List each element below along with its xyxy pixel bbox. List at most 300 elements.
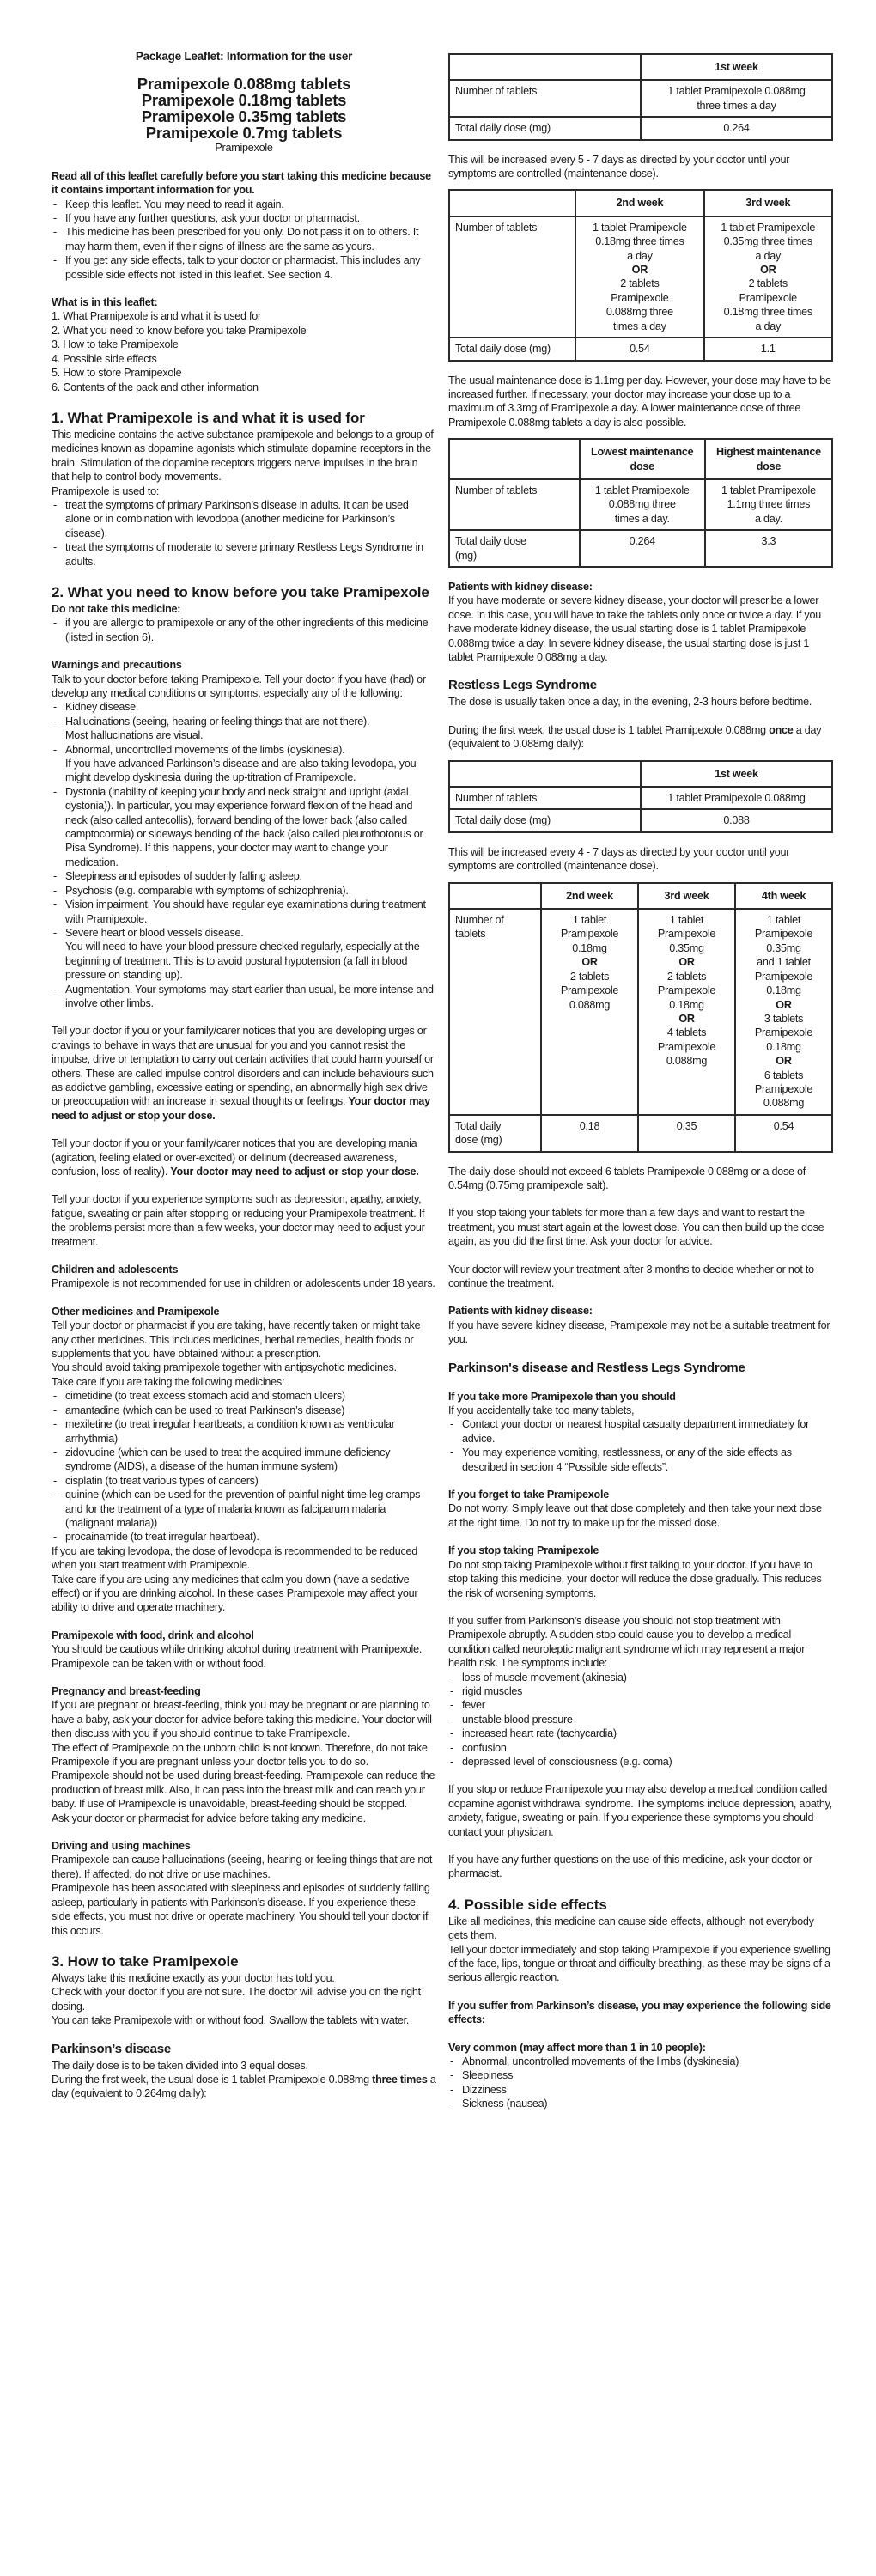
table-header-row <box>449 190 832 216</box>
table-cell <box>704 216 832 338</box>
cell-line: times a day. <box>614 512 670 525</box>
text-run: If you are taking levodopa, the dose of levodopa is recommended to be reduced when you start treatment with Pramipexole. <box>52 1544 418 1572</box>
paragraph-heading: Pramipexole with food, drink and alcohol <box>52 1629 254 1641</box>
list-item: - Sickness (nausea) <box>448 2097 833 2110</box>
paragraph-heading: Do not take this medicine: <box>52 602 181 615</box>
cell-line: 0.088mg three <box>605 306 673 319</box>
bullet-list <box>52 1389 436 1544</box>
paragraph <box>448 1501 833 1530</box>
product-names <box>52 76 436 141</box>
cell-line: Pramipexole <box>657 1040 716 1053</box>
column-header: 3rd week <box>638 883 735 909</box>
column-header <box>449 54 641 80</box>
bullet-list <box>52 198 436 282</box>
cell-line: Number of <box>455 914 504 927</box>
paragraph <box>448 1165 833 1193</box>
paragraph <box>448 1263 833 1291</box>
text-run: If you have severe kidney disease, Pramipexole may not be a suitable treatment for you. <box>448 1318 830 1346</box>
text-run: Like all medicines, this medicine can cause side effects, although not everybody gets them. <box>448 1915 814 1942</box>
cell-line: 0.18mg three times <box>595 235 684 248</box>
bold-text-run: Your doctor may need to adjust or stop your dose. <box>170 1166 419 1178</box>
cell-line: Pramipexole <box>754 1082 813 1095</box>
row-label-cell <box>449 530 580 567</box>
paragraph <box>52 1136 436 1178</box>
text-run: Pramipexole can cause hallucinations (seeing, hearing or feeling things that are not there). If affected, do not drive or use machines. <box>52 1854 433 1880</box>
cell-line: 1 tablet Pramipexole 0.088mg <box>667 85 806 98</box>
text-run: Take care if you are using any medicines that calm you down (have a sedative effect) or if you are drinking alcohol. In these cases Pramipexole may affect your ability to drive and operate machinery. <box>52 1573 418 1614</box>
list-item: - Keep this leaflet. You may need to read it again. <box>52 198 436 211</box>
contents-list <box>52 309 436 393</box>
cell-line: 1 tablet Pramipexole <box>592 221 687 234</box>
column-header: 3rd week <box>704 190 832 216</box>
text-run: Tell your doctor if you experience symptoms such as depression, apathy, anxiety, fatigue, sweating or pain after stopping or reducing your Pramipexole treatment. If the problems persist more than a few weeks, your doctor may need to adjust your treatment. <box>52 1193 425 1248</box>
paragraph <box>52 1985 436 2013</box>
list-item: - Abnormal, uncontrolled movements of the limbs (dyskinesia) <box>448 2055 833 2068</box>
cell-line: and 1 tablet <box>757 956 811 969</box>
table-row <box>449 1115 832 1152</box>
list-item: - treat the symptoms of moderate to severe primary Restless Legs Syndrome in adults. <box>52 540 436 569</box>
paragraph <box>52 1741 436 1769</box>
row-label-cell <box>449 216 575 338</box>
or-label: OR <box>760 264 776 277</box>
cell-line: 0.54 <box>773 1119 794 1132</box>
list-item: - This medicine has been prescribed for you only. Do not pass it on to others. It may harm them, even if their signs of illness are the same as yours. <box>52 225 436 253</box>
cell-line: a day. <box>754 512 782 525</box>
text-run: If you are pregnant or breast-feeding, think you may be pregnant or are planning to have a baby, ask your doctor for advice before taking this medicine. Your doctor will then discuss with you if you should continue to take Pramipexole. <box>52 1699 432 1740</box>
list-item: - Abnormal, uncontrolled movements of the limbs (dyskinesia). If you have advanced Parkinson’s disease and are also taking levodopa, you might develop dyskinesia during the up-titration of Pramipexole. <box>52 743 436 785</box>
cell-line: 0.18mg <box>766 984 801 997</box>
paragraph-heading: If you forget to take Pramipexole <box>448 1489 609 1501</box>
row-label-cell <box>449 80 641 117</box>
table-cell <box>580 530 705 567</box>
paragraph-heading: Warnings and precautions <box>52 659 182 672</box>
paragraph <box>52 484 436 498</box>
text-run: Do not worry. Simply leave out that dose completely and then take your next dose at the right time. Do not try to make up for the missed dose. <box>448 1502 822 1529</box>
row-label-cell <box>449 809 641 831</box>
column-header <box>449 439 580 479</box>
table-header-row <box>449 761 832 787</box>
cell-line: Pramipexole <box>560 928 619 941</box>
left-column <box>52 45 436 2101</box>
text-run: Pramipexole is used to: <box>52 484 160 497</box>
list-item: - Augmentation. Your symptoms may start earlier than usual, be more intense and involve other limbs. <box>52 983 436 1011</box>
cell-line: 3 tablets <box>763 1012 804 1025</box>
list-item: - zidovudine (which can be used to treat the acquired immune deficiency syndrome (AIDS), a disease of the human immune system) <box>52 1446 436 1474</box>
product-name: Pramipexole 0.18mg tablets <box>141 91 347 110</box>
paragraph <box>448 1915 833 1943</box>
list-item: - cimetidine (to treat excess stomach acid and stomach ulcers) <box>52 1389 436 1403</box>
active-substance-subtitle: Pramipexole <box>215 142 273 155</box>
cell-line: 0.18 <box>579 1119 600 1132</box>
list-item: - fever <box>448 1698 833 1712</box>
paragraph <box>448 374 833 430</box>
text-run: This medicine contains the active substance pramipexole and belongs to a group of medicines known as dopamine agonists which stimulate dopamine receptors in the brain. Stimulation of the dopamine receptors triggers nerve impulses in the brain that help to control body movements. <box>52 428 434 484</box>
cell-line: 2 tablets <box>666 970 707 983</box>
cell-line: 3.3 <box>761 535 776 548</box>
cell-line: Total daily dose (mg) <box>455 122 551 135</box>
paragraph <box>448 1853 833 1881</box>
cell-line: 1 tablet <box>572 914 607 927</box>
paragraph-heading: If you take more Pramipexole than you should <box>448 1390 676 1403</box>
cell-line: Pramipexole <box>739 291 797 304</box>
paragraph <box>52 1769 436 1811</box>
column-header: 2nd week <box>575 190 703 216</box>
text-run: You should avoid taking pramipexole together with antipsychotic medicines. <box>52 1361 397 1374</box>
table-cell <box>638 909 735 1115</box>
table-cell <box>735 909 832 1115</box>
list-item: - Dystonia (inability of keeping your body and neck straight and upright (axial dystonia)). In particular, you may experience forward flexion of the head and neck (also called antecollis), forward bending of the lower back (also called camptocormia) or sideways bending of the back (also called pleurothotonus or Pisa Syndrome). If this happens, your doctor may want to change your medication. <box>52 785 436 869</box>
subsection-heading: Parkinson's disease and Restless Legs Syndrome <box>448 1360 745 1375</box>
table-row <box>449 530 832 567</box>
list-item: - Dizziness <box>448 2083 833 2097</box>
cell-line: a day <box>755 249 782 262</box>
column-header <box>449 761 641 787</box>
column-header <box>449 190 575 216</box>
table-row <box>449 909 832 1115</box>
list-item: - Hallucinations (seeing, hearing or feeling things that are not there). Most hallucinations are visual. <box>52 715 436 743</box>
cell-line: Number of tablets <box>455 85 538 98</box>
cell-line: 2 tablets <box>620 277 660 290</box>
list-item: - If you get any side effects, talk to your doctor or pharmacist. This includes any possible side effects not listed in this leaflet. See section 4. <box>52 253 436 282</box>
cell-line: 0.18mg <box>669 998 704 1011</box>
paragraph <box>52 673 436 701</box>
cell-line: 0.18mg <box>766 1040 801 1053</box>
text-run: Always take this medicine exactly as your doctor has told you. <box>52 1971 335 1984</box>
cell-line: 1 tablet <box>766 914 801 927</box>
paragraph <box>448 1206 833 1248</box>
text-run: During the first week, the usual dose is 1 tablet Pramipexole 0.088mg <box>448 723 770 736</box>
list-item: - Vision impairment. You should have regular eye examinations during treatment with Pramipexole. <box>52 898 436 926</box>
table-cell <box>735 1115 832 1152</box>
table-cell <box>705 530 832 567</box>
row-label-cell <box>449 1115 541 1152</box>
cell-line: 2 tablets <box>748 277 788 290</box>
cell-line: 0.35mg <box>766 941 801 954</box>
dosage-table <box>448 438 833 568</box>
or-label: OR <box>631 264 648 277</box>
cell-line: Pramipexole <box>754 1026 813 1039</box>
text-run: Pramipexole is not recommended for use in children or adolescents under 18 years. <box>52 1277 435 1290</box>
product-name: Pramipexole 0.088mg tablets <box>137 75 351 94</box>
text-run: Very common (may affect more than 1 in 10 people): <box>448 2041 706 2054</box>
table-row <box>449 80 832 117</box>
text-run: a day (equivalent to 0.088mg daily): <box>448 723 822 751</box>
paragraph-heading: What is in this leaflet: <box>52 296 158 309</box>
cell-line: 1 tablet Pramipexole <box>594 484 690 496</box>
paragraph-heading: If you stop taking Pramipexole <box>448 1544 599 1557</box>
list-item: - cisplatin (to treat various types of cancers) <box>52 1474 436 1488</box>
table-cell <box>541 1115 638 1152</box>
dosage-table <box>448 760 833 833</box>
cell-line: 4 tablets <box>666 1026 707 1039</box>
section-heading: 4. Possible side effects <box>448 1896 607 1913</box>
cell-line: 1 tablet Pramipexole <box>721 484 816 496</box>
cell-line: Pramipexole <box>754 928 813 941</box>
list-item: - unstable blood pressure <box>448 1713 833 1726</box>
cell-line: 0.18mg <box>572 941 607 954</box>
row-label-cell <box>449 479 580 530</box>
cell-line: Pramipexole <box>611 291 669 304</box>
leaflet-title: Package Leaflet: Information for the user <box>135 50 353 63</box>
list-item: - treat the symptoms of primary Parkinson’s disease in adults. It can be used alone or in combination with levodopa (another medicine for Parkinson’s disease). <box>52 498 436 540</box>
cell-line: tablets <box>455 928 486 941</box>
text-run: Tell your doctor or pharmacist if you are taking, have recently taken or might take any other medicines. This includes medicines, herbal remedies, health foods or supplements that you have obtained without a prescription. <box>52 1319 421 1361</box>
text-run: Ask your doctor or pharmacist for advice before taking any medicine. <box>52 1812 366 1824</box>
paragraph <box>448 695 833 709</box>
text-run: Take care if you are taking the following medicines: <box>52 1375 285 1388</box>
cell-line: 0.35mg three times <box>723 235 812 248</box>
text-run: If you have moderate or severe kidney disease, your doctor will prescribe a lower dose. In this case, you will have to take the tablets only once or twice a day. If you have moderate kidney disease, the usual starting dose is 1 tablet Pramipexole 0.088mg twice a day. In severe kidney disease, the usual starting dose is just 1 tablet Pramipexole 0.088mg a day. <box>448 594 821 663</box>
column-header: Highest maintenance dose <box>705 439 832 479</box>
table-cell <box>641 80 832 117</box>
cell-line: 1.1 <box>760 343 776 356</box>
list-item: - confusion <box>448 1741 833 1755</box>
table-cell <box>705 479 832 530</box>
cell-line: three times a day <box>697 99 776 112</box>
cell-line: 0.18mg three times <box>723 306 812 319</box>
paragraph <box>52 1698 436 1740</box>
bullet-list <box>448 1417 833 1474</box>
or-label: OR <box>678 1012 695 1025</box>
paragraph <box>52 1318 436 1361</box>
list-item: - Contact your doctor or nearest hospital casualty department immediately for advice. <box>448 1417 833 1446</box>
paragraph <box>52 1276 436 1290</box>
product-name: Pramipexole 0.7mg tablets <box>145 124 343 143</box>
table-cell <box>641 809 832 831</box>
paragraph <box>52 2013 436 2027</box>
list-item: - mexiletine (to treat irregular heartbeats, a condition known as ventricular arrhythmia) <box>52 1417 436 1446</box>
bullet-list <box>448 2055 833 2111</box>
paragraph <box>52 2073 436 2101</box>
list-item: - rigid muscles <box>448 1684 833 1698</box>
cell-line: 0.54 <box>630 343 650 356</box>
column-header <box>449 883 541 909</box>
column-header: 2nd week <box>541 883 638 909</box>
cell-line: Pramipexole <box>560 984 619 997</box>
cell-line: 0.35mg <box>669 941 704 954</box>
cell-line: Number of tablets <box>455 484 538 496</box>
row-label-cell <box>449 338 575 360</box>
paragraph <box>52 428 436 484</box>
row-label-cell <box>449 909 541 1115</box>
table-row <box>449 338 832 360</box>
table-cell <box>580 479 705 530</box>
bullet-list <box>448 1671 833 1769</box>
contents-item: 6. Contents of the pack and other information <box>52 381 259 393</box>
table-row <box>449 216 832 338</box>
cell-line: Total daily dose (mg) <box>455 814 551 827</box>
text-run: Your doctor will review your treatment after 3 months to decide whether or not to continue the treatment. <box>448 1263 814 1289</box>
dosage-table <box>448 189 833 361</box>
dosage-table <box>448 53 833 141</box>
list-item: - If you have any further questions, ask your doctor or pharmacist. <box>52 211 436 225</box>
list-item: - amantadine (which can be used to treat Parkinson’s disease) <box>52 1404 436 1417</box>
table-row <box>449 809 832 831</box>
list-item: - Psychosis (e.g. comparable with symptoms of schizophrenia). <box>52 884 436 898</box>
text-run: a day (equivalent to 0.264mg daily): <box>52 2073 436 2100</box>
paragraph <box>52 1812 436 1825</box>
cell-line: 1 tablet Pramipexole 0.088mg <box>667 792 806 805</box>
paragraph <box>52 1971 436 1985</box>
cell-line: 1 tablet <box>669 914 704 927</box>
text-run: Talk to your doctor before taking Pramipexole. Tell your doctor if you have (had) or develop any medical conditions or symptoms, especially any of the following: <box>52 673 426 699</box>
row-label-cell <box>449 117 641 139</box>
text-run: Tell your doctor if you or your family/carer notices that you are developing mania (agitation, feeling elated or over-excited) or delirium (decreased awareness, confusion, loss of reality). <box>52 1137 417 1178</box>
list-item: - quinine (which can be used for the prevention of painful night-time leg cramps and for the treatment of a type of malaria known as falciparum malaria (malignant malaria)) <box>52 1488 436 1530</box>
list-item: - loss of muscle movement (akinesia) <box>448 1671 833 1684</box>
text-run: If you stop taking your tablets for more than a few days and want to restart the treatment, you must start again at the lowest dose. You can then build up the dose again, as you did the first time. Ask your doctor for advice. <box>448 1207 824 1248</box>
paragraph <box>448 1318 833 1347</box>
paragraph <box>52 1361 436 1374</box>
paragraph <box>52 1853 436 1881</box>
list-item: - Sleepiness and episodes of suddenly falling asleep. <box>52 869 436 883</box>
column-header: 1st week <box>641 54 832 80</box>
row-label-cell <box>449 787 641 809</box>
cell-line: Total daily dose (mg) <box>455 343 551 356</box>
section-heading: 1. What Pramipexole is and what it is used for <box>52 409 365 426</box>
cell-line: 2 tablets <box>569 970 610 983</box>
cell-line: 0.088mg <box>569 998 611 1011</box>
bold-text-run: Your doctor may need to adjust or stop your dose. <box>52 1095 430 1122</box>
cell-line: Pramipexole <box>754 970 813 983</box>
contents-item: 5. How to store Pramipexole <box>52 367 182 380</box>
column-header: 1st week <box>641 761 832 787</box>
paragraph-heading: Other medicines and Pramipexole <box>52 1305 220 1318</box>
list-item: - procainamide (to treat irregular heartbeat). <box>52 1530 436 1544</box>
cell-line: 0.264 <box>629 535 655 548</box>
paragraph <box>448 1782 833 1839</box>
contents-item: 1. What Pramipexole is and what it is used for <box>52 310 261 323</box>
paragraph <box>448 594 833 664</box>
table-row <box>449 479 832 530</box>
text-run: Tell your doctor if you or your family/carer notices that you are developing urges or cravings to behave in ways that are unusual for you and you cannot resist the impulse, drive or temptation to carry out certain activities that could harm yourself or others. These are called impulse control disorders and can include behaviours such as addictive gambling, excessive eating or spending, an abnormally high sex drive or preoccupation with an increase in sexual thoughts or feelings. <box>52 1025 434 1108</box>
cell-line: Total daily dose <box>455 535 526 548</box>
subsection-heading: Parkinson’s disease <box>52 2041 171 2056</box>
list-item: - Sleepiness <box>448 2068 833 2082</box>
paragraph <box>52 1192 436 1249</box>
cell-line: 1.1mg three times <box>727 498 811 511</box>
product-name: Pramipexole 0.35mg tablets <box>141 107 347 126</box>
cell-line: Pramipexole <box>657 928 716 941</box>
text-run: The usual maintenance dose is 1.1mg per day. However, your dose may have to be increased further. If necessary, your doctor may increase your dose up to a maximum of 3.3mg of Pramipexole a day. A lower maintenance dose of three Pramipexole 0.088mg tablets a day is also possible. <box>448 374 831 429</box>
table-header-row <box>449 439 832 479</box>
text-run: You can take Pramipexole with or without food. Swallow the tablets with water. <box>52 2014 410 2027</box>
contents-item: 2. What you need to know before you take Pramipexole <box>52 324 307 337</box>
cell-line: 0.264 <box>723 122 750 135</box>
paragraph <box>52 1544 436 1573</box>
paragraph <box>52 1642 436 1656</box>
table-cell <box>541 909 638 1115</box>
or-label: OR <box>678 956 695 969</box>
text-run: Pramipexole should not be used during breast-feeding. Pramipexole can reduce the production of breast milk. Also, it can pass into the breast milk and can reach your baby. If use of Pramipexole is unavoidable, breast-feeding should be stopped. <box>52 1769 435 1811</box>
table-cell <box>641 117 832 139</box>
table-cell <box>575 216 703 338</box>
bold-paragraph <box>448 2041 833 2055</box>
or-label: OR <box>776 1055 792 1068</box>
paragraph-heading: Children and adolescents <box>52 1264 179 1276</box>
section-heading: 2. What you need to know before you take Pramipexole <box>52 583 429 600</box>
text-run: Check with your doctor if you are not sure. The doctor will advise you on the right dosing. <box>52 1986 421 2013</box>
subsection-heading: Restless Legs Syndrome <box>448 678 597 693</box>
list-item: - Severe heart or blood vessels disease. You will need to have your blood pressure checked regularly, especially at the beginning of treatment. This is to avoid postural hypotension (a fall in blood pressure on standing up). <box>52 926 436 983</box>
paragraph-heading: Driving and using machines <box>52 1840 191 1853</box>
paragraph <box>52 1024 436 1123</box>
table-row <box>449 787 832 809</box>
table-cell <box>641 787 832 809</box>
text-run: If you suffer from Parkinson’s disease you should not stop treatment with Pramipexole abruptly. A sudden stop could cause you to develop a medical condition called neuroleptic malignant syndrome which may represent a major health risk. The symptoms include: <box>448 1614 806 1670</box>
text-run: The daily dose should not exceed 6 tablets Pramipexole 0.088mg or a dose of 0.54mg (0.75mg pramipexole salt). <box>448 1165 806 1191</box>
cell-line: a day <box>627 249 653 262</box>
text-run: Pramipexole can be taken with or without food. <box>52 1657 266 1670</box>
table-cell <box>638 1115 735 1152</box>
bold-paragraph <box>448 1999 833 2027</box>
text-run: This will be increased every 5 - 7 days as directed by your doctor until your symptoms are controlled (maintenance dose). <box>448 153 790 180</box>
list-item: - depressed level of consciousness (e.g. coma) <box>448 1755 833 1769</box>
bullet-list <box>52 498 436 569</box>
column-header: Lowest maintenance dose <box>580 439 705 479</box>
text-run: Tell your doctor immediately and stop taking Pramipexole if you experience swelling of the face, lips, tongue or throat and difficulty breathing, as these may be signs of a serious allergic reaction. <box>448 1943 830 1984</box>
cell-line: 0.088mg <box>666 1055 708 1068</box>
bold-text-run: three times <box>372 2073 428 2086</box>
table-cell <box>575 338 703 360</box>
text-run: Pramipexole has been associated with sleepiness and episodes of suddenly falling asleep, particularly in patients with Parkinson’s disease. If you experience these side effects, you must not drive or operate machinery. You should tell your doctor if this occurs. <box>52 1882 430 1937</box>
paragraph <box>448 1943 833 1985</box>
list-item: - increased heart rate (tachycardia) <box>448 1726 833 1740</box>
bullet-list <box>52 616 436 644</box>
contents-item: 3. How to take Pramipexole <box>52 338 179 351</box>
paragraph <box>448 1404 833 1417</box>
paragraph <box>52 1375 436 1389</box>
table-header-row <box>449 883 832 909</box>
text-run: If you suffer from Parkinson’s disease, you may experience the following side effects: <box>448 1999 831 2026</box>
cell-line: a day <box>755 320 782 332</box>
text-run: During the first week, the usual dose is 1 tablet Pramipexole 0.088mg <box>52 2073 373 2086</box>
table-cell <box>704 338 832 360</box>
contents-item: 4. Possible side effects <box>52 352 157 365</box>
cell-line: Number of tablets <box>455 221 538 234</box>
paragraph <box>52 2059 436 2073</box>
list-item: - Kidney disease. <box>52 700 436 714</box>
cell-line: times a day <box>613 320 666 332</box>
paragraph <box>448 153 833 181</box>
text-run: Read all of this leaflet carefully before you start taking this medicine because it contains important information for you. <box>52 169 431 197</box>
or-label: OR <box>581 956 598 969</box>
cell-line: Number of tablets <box>455 792 538 805</box>
text-run: This will be increased every 4 - 7 days as directed by your doctor until your symptoms are controlled (maintenance dose). <box>448 845 790 873</box>
right-column <box>448 45 833 2111</box>
cell-line: (mg) <box>455 549 477 562</box>
table-header-row <box>449 54 832 80</box>
paragraph-heading: Patients with kidney disease: <box>448 1305 593 1318</box>
paragraph-heading: Pregnancy and breast-feeding <box>52 1685 201 1697</box>
cell-line: dose (mg) <box>455 1134 502 1147</box>
text-run: If you stop or reduce Pramipexole you may also develop a medical condition called dopamine agonist withdrawal syndrome. The symptoms include depression, apathy, anxiety, fatigue, sweating or pain. If you experience these symptoms you should contact your physician. <box>448 1783 832 1838</box>
bold-text-run: once <box>769 723 794 736</box>
text-run: The effect of Pramipexole on the unborn child is not known. Therefore, do not take Pramipexole if you are pregnant unless your doctor tells you to do so. <box>52 1741 428 1769</box>
paragraph <box>52 1573 436 1615</box>
cell-line: Total daily <box>455 1119 502 1132</box>
text-run: Do not stop taking Pramipexole without first talking to your doctor. If you have to stop taking this medicine, your doctor will reduce the dose gradually. This reduces the risk of worsening symptoms. <box>448 1558 822 1599</box>
cell-line: 0.35 <box>676 1119 697 1132</box>
paragraph <box>52 1881 436 1938</box>
cell-line: 1 tablet Pramipexole <box>721 221 816 234</box>
or-label: OR <box>776 998 792 1011</box>
paragraph <box>448 1614 833 1671</box>
dosage-table <box>448 882 833 1153</box>
text-run: If you have any further questions on the use of this medicine, ask your doctor or pharmacist. <box>448 1854 812 1880</box>
paragraph <box>52 1657 436 1671</box>
cell-line: 0.088 <box>723 814 750 827</box>
